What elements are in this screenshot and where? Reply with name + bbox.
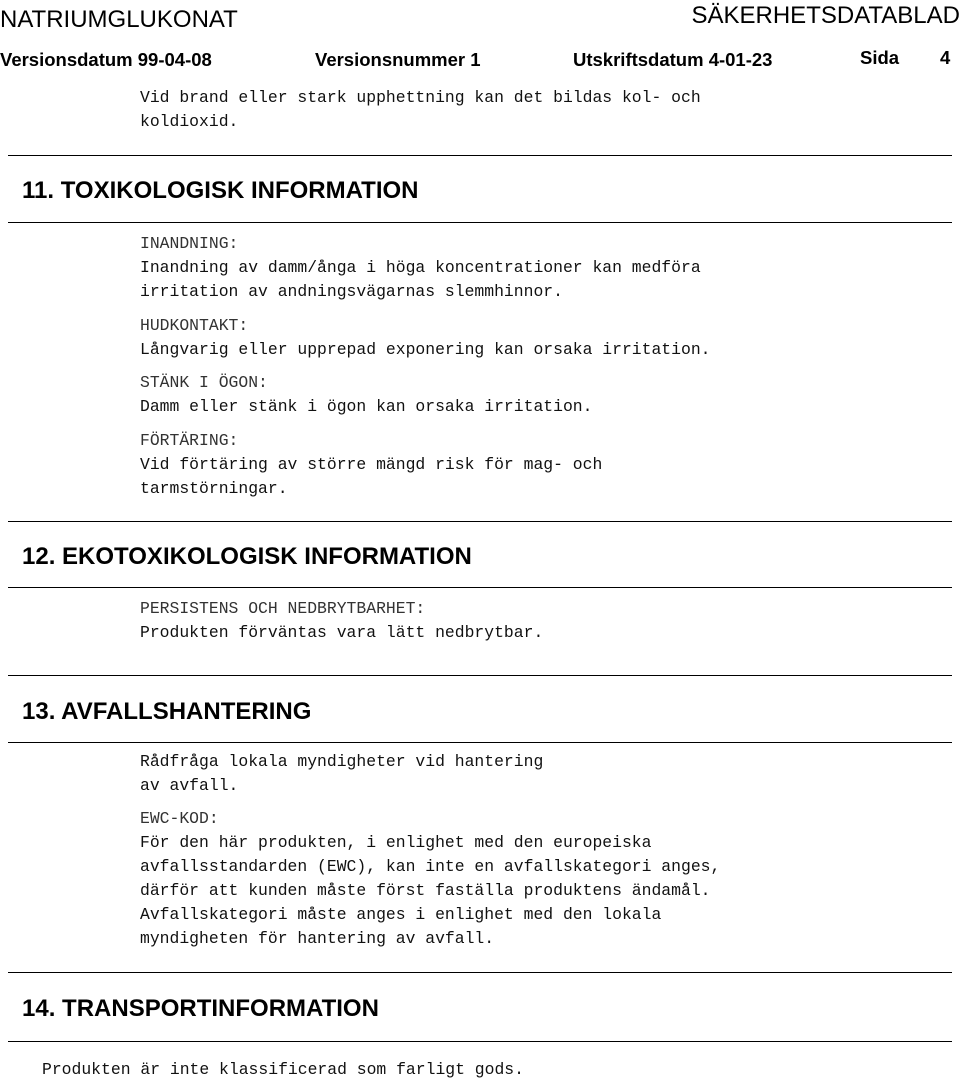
section-12-underline	[8, 587, 952, 588]
print-date: Utskriftsdatum 4-01-23	[573, 49, 773, 70]
text-line: myndigheten för hantering av avfall.	[140, 929, 495, 948]
skin-block	[140, 314, 711, 362]
version-date: Versionsdatum 99-04-08	[0, 49, 212, 70]
fire-note	[140, 86, 701, 134]
text-line: Rådfråga lokala myndigheter vid hantering	[140, 752, 544, 771]
section-14-underline	[8, 1041, 952, 1042]
document-title: SÄKERHETSDATABLAD	[691, 2, 960, 29]
section-divider-13	[8, 675, 952, 676]
skin-contact-label: HUDKONTAKT:	[140, 316, 249, 335]
ingestion-block	[140, 429, 602, 501]
transport-text: Produkten är inte klassificerad som farligt gods.	[42, 1060, 524, 1079]
eye-block	[140, 371, 592, 419]
ewc-block	[140, 807, 720, 951]
section-13-underline	[8, 742, 952, 743]
version-number: Versionsnummer 1	[315, 49, 481, 70]
waste-advice	[140, 750, 543, 798]
text-line: Inandning av damm/ånga i höga koncentrationer kan medföra	[140, 258, 701, 277]
section-13-title: 13. AVFALLSHANTERING	[22, 698, 312, 725]
text-line: tarmstörningar.	[140, 479, 288, 498]
text-line: Damm eller stänk i ögon kan orsaka irritation.	[140, 397, 593, 416]
section-divider-14	[8, 972, 952, 973]
text-line: Avfallskategori måste anges i enlighet med den lokala	[140, 905, 662, 924]
section-11-underline	[8, 222, 952, 223]
text-line: Vid brand eller stark upphettning kan det bildas kol- och	[140, 88, 701, 107]
page-label: Sida	[860, 47, 900, 68]
product-name: NATRIUMGLUKONAT	[0, 6, 238, 33]
text-line: av avfall.	[140, 776, 239, 795]
text-line: därför att kunden måste först faställa produktens ändamål.	[140, 881, 711, 900]
text-line: Långvarig eller upprepad exponering kan orsaka irritation.	[140, 340, 711, 359]
text-line: avfallsstandarden (EWC), kan inte en avfallskategori anges,	[140, 857, 721, 876]
section-divider-12	[8, 521, 952, 522]
section-divider-top	[8, 155, 952, 156]
text-line: Vid förtäring av större mängd risk för mag- och	[140, 455, 603, 474]
inhalation-label: INANDNING:	[140, 234, 239, 253]
section-12-body	[140, 597, 543, 645]
section-14-title: 14. TRANSPORTINFORMATION	[22, 995, 379, 1022]
section-12-title: 12. EKOTOXIKOLOGISK INFORMATION	[22, 543, 472, 570]
text-line: För den här produkten, i enlighet med den europeiska	[140, 833, 652, 852]
text-line: Produkten förväntas vara lätt nedbrytbar.	[140, 623, 544, 642]
ewc-code-label: EWC-KOD:	[140, 809, 219, 828]
page-number: 4	[940, 47, 951, 68]
text-line: irritation av andningsvägarnas slemmhinnor.	[140, 282, 563, 301]
section-11-body	[140, 232, 701, 304]
section-11-title: 11. TOXIKOLOGISK INFORMATION	[22, 177, 419, 204]
eye-splash-label: STÄNK I ÖGON:	[140, 373, 268, 392]
ingestion-label: FÖRTÄRING:	[140, 431, 239, 450]
persistence-label: PERSISTENS OCH NEDBRYTBARHET:	[140, 599, 426, 618]
text-line: koldioxid.	[140, 112, 239, 131]
